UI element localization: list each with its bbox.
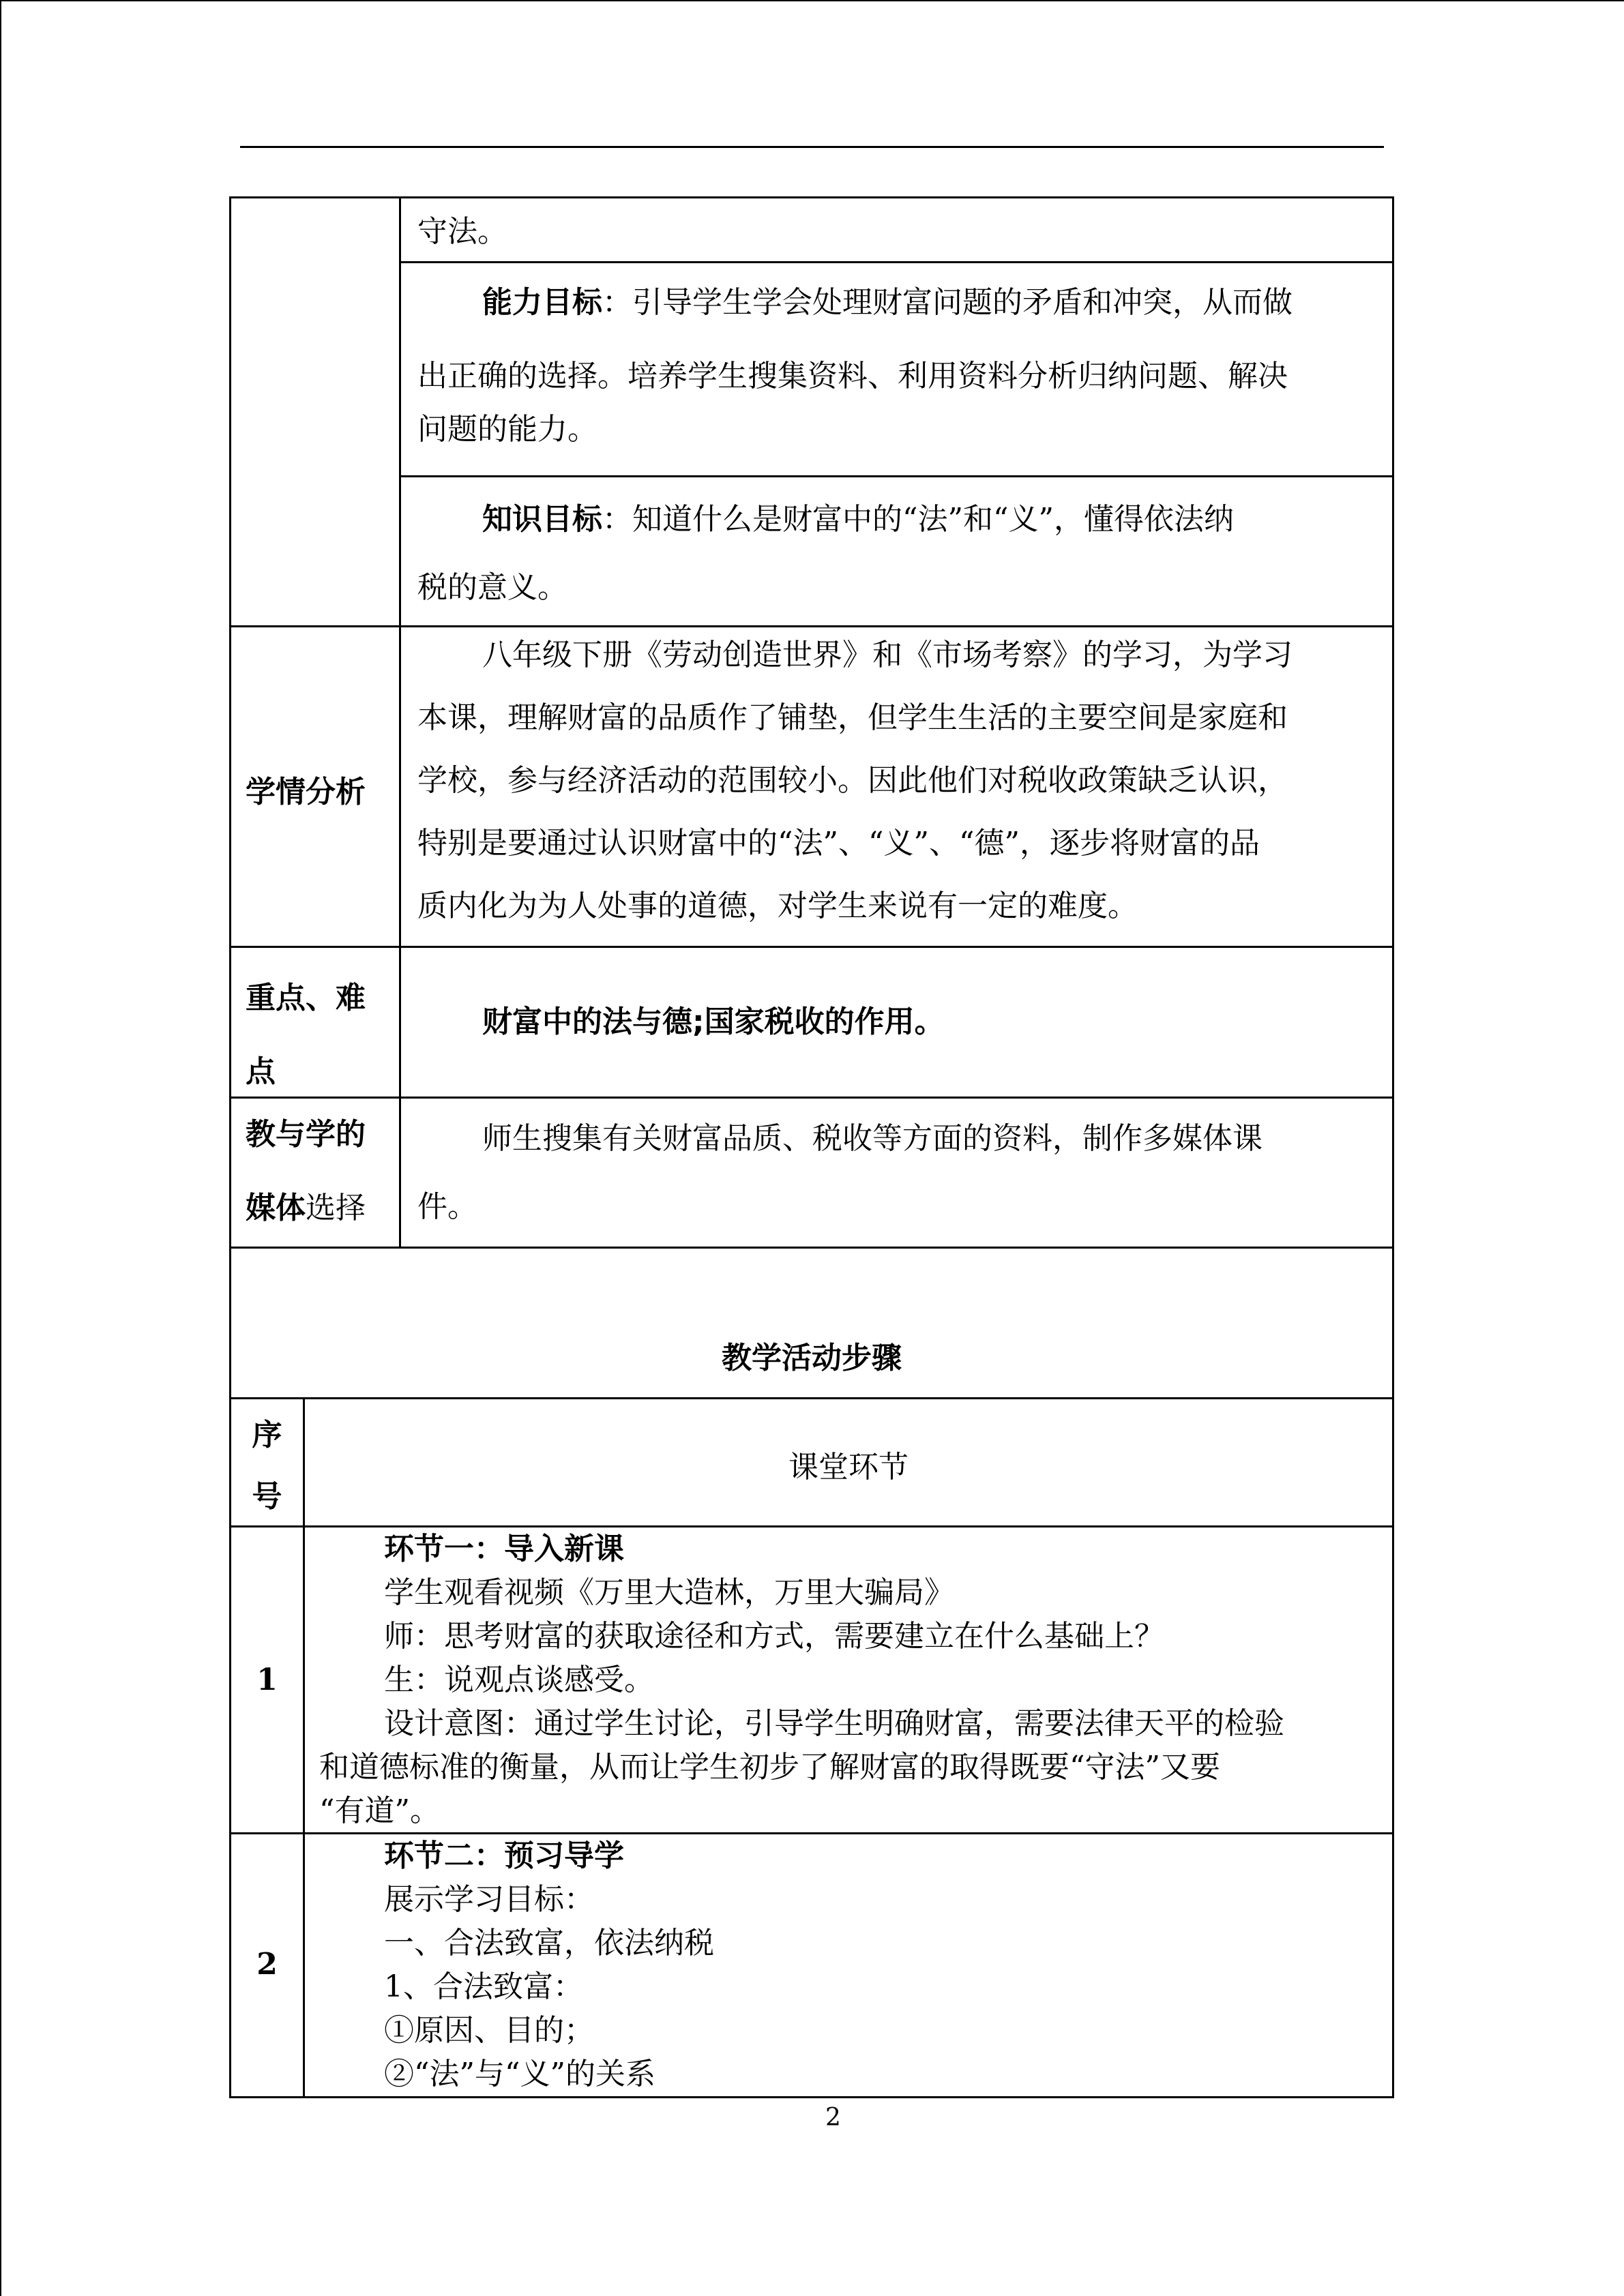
step-line: ①原因、目的； [384, 2013, 594, 2048]
step-line: “有道”。 [319, 1793, 440, 1828]
knowledge-goal-text-1: ：知道什么是财富中的“法”和“义”，懂得依法纳 [602, 502, 1234, 537]
step-line: 1、合法致富： [384, 1969, 583, 2004]
activities-title: 教学活动步骤 [722, 1341, 902, 1375]
step-heading: 环节一：导入新课 [384, 1532, 624, 1566]
header-rule [240, 146, 1384, 148]
step-line: 师：思考财富的获取途径和方式，需要建立在什么基础上？ [384, 1619, 1164, 1654]
column-stage-header: 课堂环节 [788, 1450, 909, 1485]
analysis-line: 八年级下册《劳动创造世界》和《市场考察》的学习，为学习 [482, 638, 1293, 672]
key-points-label-1: 重点、难 [246, 981, 366, 1015]
media-label-2a: 媒体 [246, 1191, 306, 1225]
step-line: 设计意图：通过学生讨论，引导学生明确财富，需要法律天平的检验 [384, 1706, 1284, 1741]
analysis-line: 质内化为为人处事的道德，对学生来说有一定的难度。 [417, 889, 1138, 923]
knowledge-goal-label: 知识目标 [482, 502, 602, 537]
key-points-text [417, 987, 1386, 1058]
analysis-label: 学情分析 [246, 775, 366, 809]
ability-goal-text-1: ：引导学生学会处理财富问题的矛盾和冲突，从而做 [602, 285, 1293, 320]
step-number: 2 [256, 1947, 278, 1982]
media-label-2b: 选择 [306, 1191, 366, 1225]
media-label [246, 1098, 366, 1245]
step-line: 和道德标准的衡量，从而让学生初步了解财富的取得既要“守法”又要 [319, 1750, 1220, 1785]
step-line: ②“法”与“义”的关系 [384, 2057, 655, 2091]
media-text-2: 件。 [417, 1189, 477, 1224]
goal-continuation-cell [417, 196, 1386, 267]
media-text-1: 师生搜集有关财富品质、税收等方面的资料，制作多媒体课 [482, 1121, 1263, 1156]
analysis-line: 学校，参与经济活动的范围较小。因此他们对税收政策缺乏认识， [417, 763, 1288, 798]
step-heading: 环节二：预习导学 [384, 1838, 624, 1873]
step-line: 生：说观点谈感受。 [384, 1663, 654, 1697]
media-label-1: 教与学的 [246, 1117, 366, 1152]
analysis-line: 本课，理解财富的品质作了铺垫，但学生生活的主要空间是家庭和 [417, 700, 1288, 735]
analysis-line: 特别是要通过认识财富中的“法”、“义”、“德”，逐步将财富的品 [417, 826, 1260, 861]
ability-goal-text-3: 问题的能力。 [417, 412, 597, 447]
key-points-label [246, 961, 366, 1109]
column-number-header [231, 1405, 303, 1527]
step-line: 一、合法致富，依法纳税 [384, 1926, 714, 1960]
step-line: 学生观看视频《万里大造林，万里大骗局》 [384, 1575, 954, 1610]
media-text [417, 1105, 1386, 1241]
knowledge-goal-cell [417, 486, 1386, 622]
key-points-value: 财富中的法与德;国家税收的作用。 [482, 1004, 945, 1039]
step-1-content [319, 1527, 1383, 1833]
ability-goal-cell [417, 266, 1386, 466]
col-number-1: 序 [252, 1418, 282, 1452]
col-number-2: 号 [252, 1479, 282, 1514]
analysis-text [417, 624, 1386, 938]
knowledge-goal-text-2: 税的意义。 [417, 570, 567, 605]
ability-goal-text-2: 出正确的选择。培养学生搜集资料、利用资料分析归纳问题、解决 [417, 359, 1288, 393]
key-points-label-2: 点 [246, 1054, 276, 1089]
ability-goal-label: 能力目标 [482, 285, 602, 320]
step-line: 展示学习目标： [384, 1882, 594, 1917]
page-number: 2 [825, 2104, 841, 2132]
goal-continuation-text: 守法。 [417, 214, 507, 249]
step-2-content [319, 1834, 1383, 2096]
step-number: 1 [256, 1663, 278, 1697]
